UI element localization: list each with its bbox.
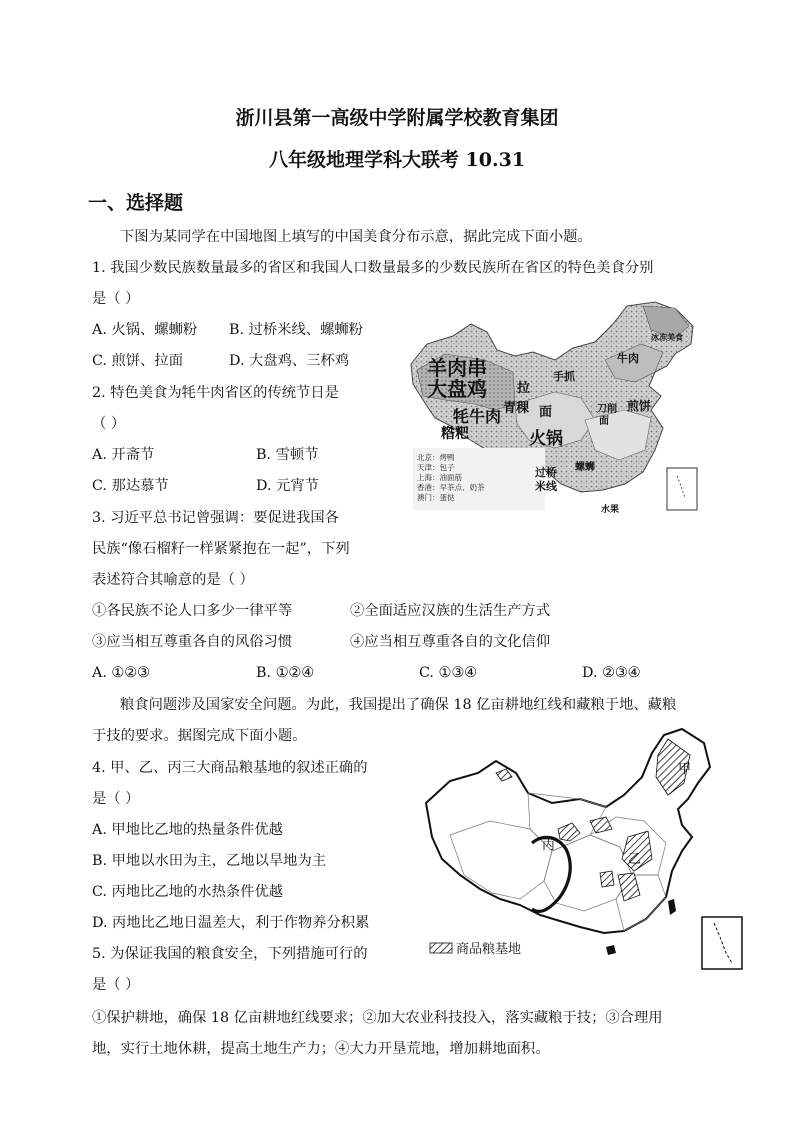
grain-label-yi: 乙 — [628, 852, 642, 867]
q4-option-d: D. 丙地比乙地日温差大，利于作物养分积累 — [92, 915, 370, 931]
food-label-zanba: 糌粑 — [441, 426, 469, 442]
food-label-shouzhua: 手抓 — [553, 370, 575, 383]
q5-stem: 5. 为保证我国的粮食安全，下列措施可行的 — [92, 946, 368, 962]
q2-option-c: C. 那达慕节 — [92, 478, 169, 494]
q1-option-d: D. 大盘鸡、三杯鸡 — [229, 353, 350, 369]
page-title: 浙川县第一高级中学附属学校教育集团 — [235, 107, 559, 129]
q3-statement-3: ③应当相互尊重各自的风俗习惯 — [92, 634, 293, 650]
q2-option-d: D. 元宵节 — [256, 478, 319, 494]
q4-option-b: B. 甲地以水田为主，乙地以旱地为主 — [92, 853, 327, 869]
food-label-ne: 冰冻美食 — [651, 332, 683, 342]
food-label-la: 拉 — [517, 381, 531, 396]
q1-option-c: C. 煎饼、拉面 — [92, 353, 184, 369]
q3-statement-4: ④应当相互尊重各自的文化信仰 — [350, 634, 551, 650]
q1-option-a: A. 火锅、螺蛳粉 — [92, 322, 198, 338]
q4-stem: 4. 甲、乙、丙三大商品粮基地的叙述正确的 — [92, 760, 368, 776]
food-label-mian2: 面 — [599, 416, 609, 427]
food-label-jianbing: 煎饼 — [627, 399, 652, 413]
food-distribution-map — [405, 300, 701, 515]
intro-text: 下图为某同学在中国地图上填写的中国美食分布示意，据此完成下面小题。 — [120, 229, 592, 245]
q3-option-a: A. ①②③ — [92, 665, 150, 681]
section-heading: 一、选择题 — [88, 192, 184, 214]
food-legend-3: 上海：油面筋 — [417, 473, 462, 482]
q5-statements-line-1: ①保护耕地，确保 18 亿亩耕地红线要求；②加大农业科技投入，落实藏粮于技；③合理用 — [92, 1010, 663, 1026]
food-label-mian: 面 — [539, 405, 553, 420]
food-label-daoxiao: 刀削 — [597, 404, 617, 415]
q4-option-c: C. 丙地比乙地的水热条件优越 — [92, 884, 284, 900]
food-label-luosi: 螺蛳 — [575, 462, 595, 473]
q3-stem-3: 表述符合其喻意的是（ ） — [92, 572, 254, 588]
intro2-line-1: 粮食问题涉及国家安全问题。为此，我国提出了确保 18 亿亩耕地红线和藏粮于地、藏粮 — [120, 697, 677, 713]
grain-legend-swatch — [430, 943, 452, 953]
q3-option-c: C. ①③④ — [419, 665, 477, 681]
q3-statement-2: ②全面适应汉族的生活生产方式 — [350, 603, 551, 619]
q5-statements-line-2: 地，实行土地休耕，提高土地生产力；④大力开垦荒地，增加耕地面积。 — [92, 1041, 550, 1057]
food-legend-1: 北京：烤鸭 — [417, 453, 455, 462]
food-label-guoqiao1: 过桥 — [535, 466, 557, 479]
q2-stem-2: （ ） — [92, 416, 126, 432]
q4-stem-2: 是（ ） — [92, 791, 140, 807]
grain-base-map — [420, 725, 750, 980]
food-label-xj1: 羊肉串 — [427, 356, 487, 380]
food-label-yak: 牦牛肉 — [453, 407, 502, 426]
grain-label-jia: 甲 — [678, 762, 692, 777]
food-label-huoguo: 火锅 — [529, 429, 563, 449]
q3-stem: 3. 习近平总书记曾强调：要促进我国各 — [92, 510, 339, 526]
q4-option-a: A. 甲地比乙地的热量条件优越 — [92, 822, 283, 838]
grain-label-bing: 丙 — [542, 838, 556, 853]
q1-option-b: B. 过桥米线、螺蛳粉 — [229, 322, 363, 338]
q1-stem: 1. 我国少数民族数量最多的省区和我国人口数量最多的少数民族所在省区的特色美食分别 — [92, 260, 654, 276]
food-label-niurou: 牛肉 — [617, 352, 639, 365]
intro2-line-2: 于技的要求。据图完成下面小题。 — [92, 728, 307, 744]
q5-stem-2: 是（ ） — [92, 977, 140, 993]
q2-stem: 2. 特色美食为牦牛肉省区的传统节日是 — [92, 385, 339, 401]
food-legend-5: 澳门：蛋挞 — [417, 493, 455, 502]
food-legend-2: 天津：包子 — [417, 463, 455, 472]
food-legend-4: 香港：早茶点、奶茶 — [417, 483, 485, 492]
food-label-guoqiao2: 米线 — [535, 480, 557, 493]
q2-option-b: B. 雪顿节 — [256, 447, 319, 463]
q1-stem-2: 是（ ） — [92, 291, 140, 307]
page-subtitle: 八年级地理学科大联考 10.31 — [268, 149, 526, 171]
food-label-shuiguo: 水果 — [601, 505, 620, 515]
q3-option-b: B. ①②④ — [256, 665, 315, 681]
food-label-xj2: 大盘鸡 — [427, 377, 487, 401]
food-label-qingke: 青稞 — [503, 401, 530, 416]
q2-option-a: A. 开斋节 — [92, 447, 155, 463]
q3-stem-2: 民族“像石榴籽一样紧紧抱在一起”，下列 — [92, 541, 350, 557]
grain-legend-label: 商品粮基地 — [456, 942, 522, 957]
q3-option-d: D. ②③④ — [582, 665, 641, 681]
q3-statement-1: ①各民族不论人口多少一律平等 — [92, 603, 293, 619]
